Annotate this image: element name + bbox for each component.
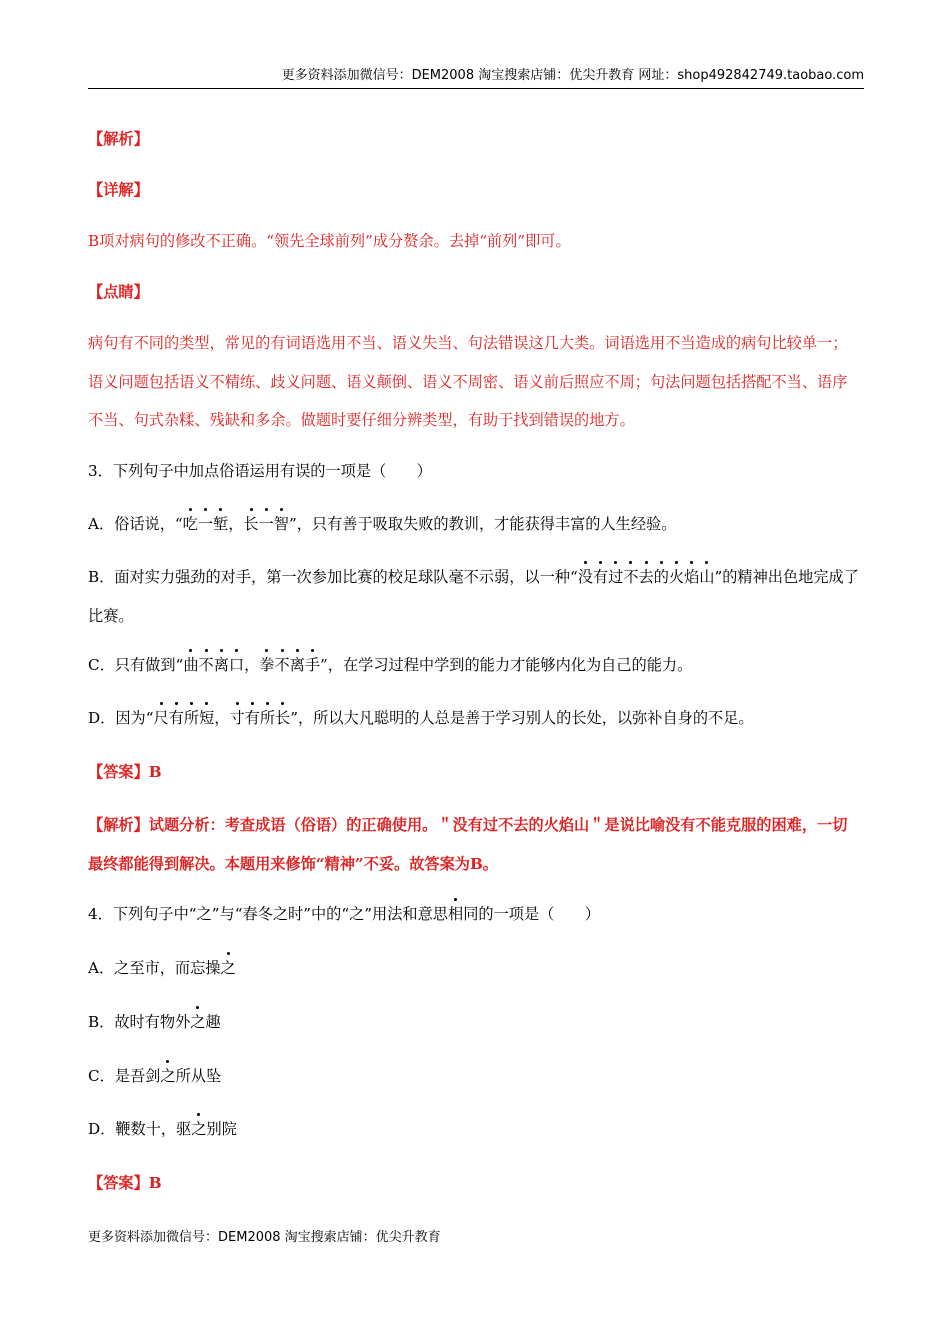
q4-option-c: C．是吾剑之所从坠 [88,1057,860,1096]
dotted-text [154,709,215,727]
dotted-char: 不 [623,558,638,597]
dotted-text: 之 [220,949,235,988]
header-text: 更多资料添加微信号：DEM2008 淘宝搜索店铺：优尖升教育 网址：shop492842749.taobao.com [281,68,864,83]
dotted-text [229,709,290,727]
dotted-text [259,656,320,674]
q4-stem: 4．下列句子中“之”与“春冬之时”中的“之”用法和意思相同的一项是（ ） [88,895,860,934]
dotted-char: 火 [669,558,684,597]
dotted-char: 不 [199,646,214,685]
dotted-char: 尺 [154,699,169,738]
q3-option-b: B．面对实力强劲的对手，第一次参加比赛的校足球队毫不示弱，以一种“没有过不去的火焰山”的精神出色地完成了比赛。 [88,558,860,635]
dotted-text: 之 [191,1110,206,1149]
dotted-text [183,656,244,674]
dotted-char: 口 [229,646,244,685]
q4-option-b: B．故时有物外之趣 [88,1003,860,1042]
analysis-label: 【解析】 [88,130,149,148]
dotted-char: 拳 [259,646,274,685]
dotted-text: 相 [448,895,463,934]
dotted-text: 之 [190,1003,205,1042]
dotted-char: 离 [214,646,229,685]
page-header [88,66,864,89]
dotted-char: 山 [699,558,714,597]
q4-option-d: D．鞭数十，驱之别院 [88,1110,860,1149]
q3-answer: 【答案】B [88,763,162,781]
tip-label: 【点睛】 [88,283,149,301]
dotted-char: 寸 [229,699,244,738]
q3-option-a: A．俗话说，“吃一堑，长一智”，只有善于吸取失败的教训，才能获得丰富的人生经验。 [88,505,860,544]
dotted-char: 有 [593,558,608,597]
dotted-char: 没 [578,558,593,597]
dotted-char: 离 [290,646,305,685]
detail-label: 【详解】 [88,181,149,199]
dotted-char: 堑 [213,505,228,544]
dotted-char: 所 [184,699,199,738]
dotted-text [183,515,229,533]
dotted-char: 的 [654,558,669,597]
q4-option-a: A．之至市，而忘操之 [88,949,860,988]
dotted-char: 手 [305,646,320,685]
footer-text: 更多资料添加微信号：DEM2008 淘宝搜索店铺：优尖升教育 [88,1230,441,1245]
dotted-char: 曲 [183,646,198,685]
dotted-char: 所 [260,699,275,738]
dotted-char: 有 [169,699,184,738]
dotted-char: 去 [639,558,654,597]
dotted-char: 长 [243,505,258,544]
q4-answer: 【答案】B [88,1174,162,1192]
dotted-text [578,568,715,586]
dotted-text [243,515,289,533]
tip-text: 病句有不同的类型，常见的有词语选用不当、语义失当、句法错误这几大类。词语选用不当造成的病句比较单一；语义问题包括语义不精练、歧义问题、语义颠倒、语义不周密、语义前后照应不周；句法问题包括搭配不当、语序不当、句式杂糅、残缺和多余。做题时要仔细分辨类型，有助于找到错误的地方。 [88,334,848,429]
dotted-char: 短 [199,699,214,738]
dotted-char: 智 [274,505,289,544]
q3-option-c: C．只有做到“曲不离口，拳不离手”，在学习过程中学到的能力才能够内化为自己的能力。 [88,646,860,685]
dotted-char: 有 [245,699,260,738]
dotted-char: 一 [198,505,213,544]
dotted-char: 过 [608,558,623,597]
detail-text: B项对病句的修改不正确。“领先全球前列”成分赘余。去掉“前列”即可。 [88,232,571,250]
q3-stem: 3．下列句子中加点俗语运用有误的一项是（ ） [88,462,432,480]
dotted-char: 长 [275,699,290,738]
q3-option-d: D．因为“尺有所短，寸有所长”，所以大凡聪明的人总是善于学习别人的长处，以弥补自身的不足。 [88,699,860,738]
dotted-text: 之 [160,1057,175,1096]
q3-analysis: 【解析】试题分析：考查成语（俗语）的正确使用。＂没有过不去的火焰山＂是说比喻没有不能克服的困难，一切最终都能得到解决。本题用来修饰“精神”不妥。故答案为B。 [88,816,848,873]
dotted-char: 焰 [684,558,699,597]
page-footer [88,1228,441,1248]
dotted-char: 一 [259,505,274,544]
dotted-char: 吃 [183,505,198,544]
dotted-char: 不 [274,646,289,685]
